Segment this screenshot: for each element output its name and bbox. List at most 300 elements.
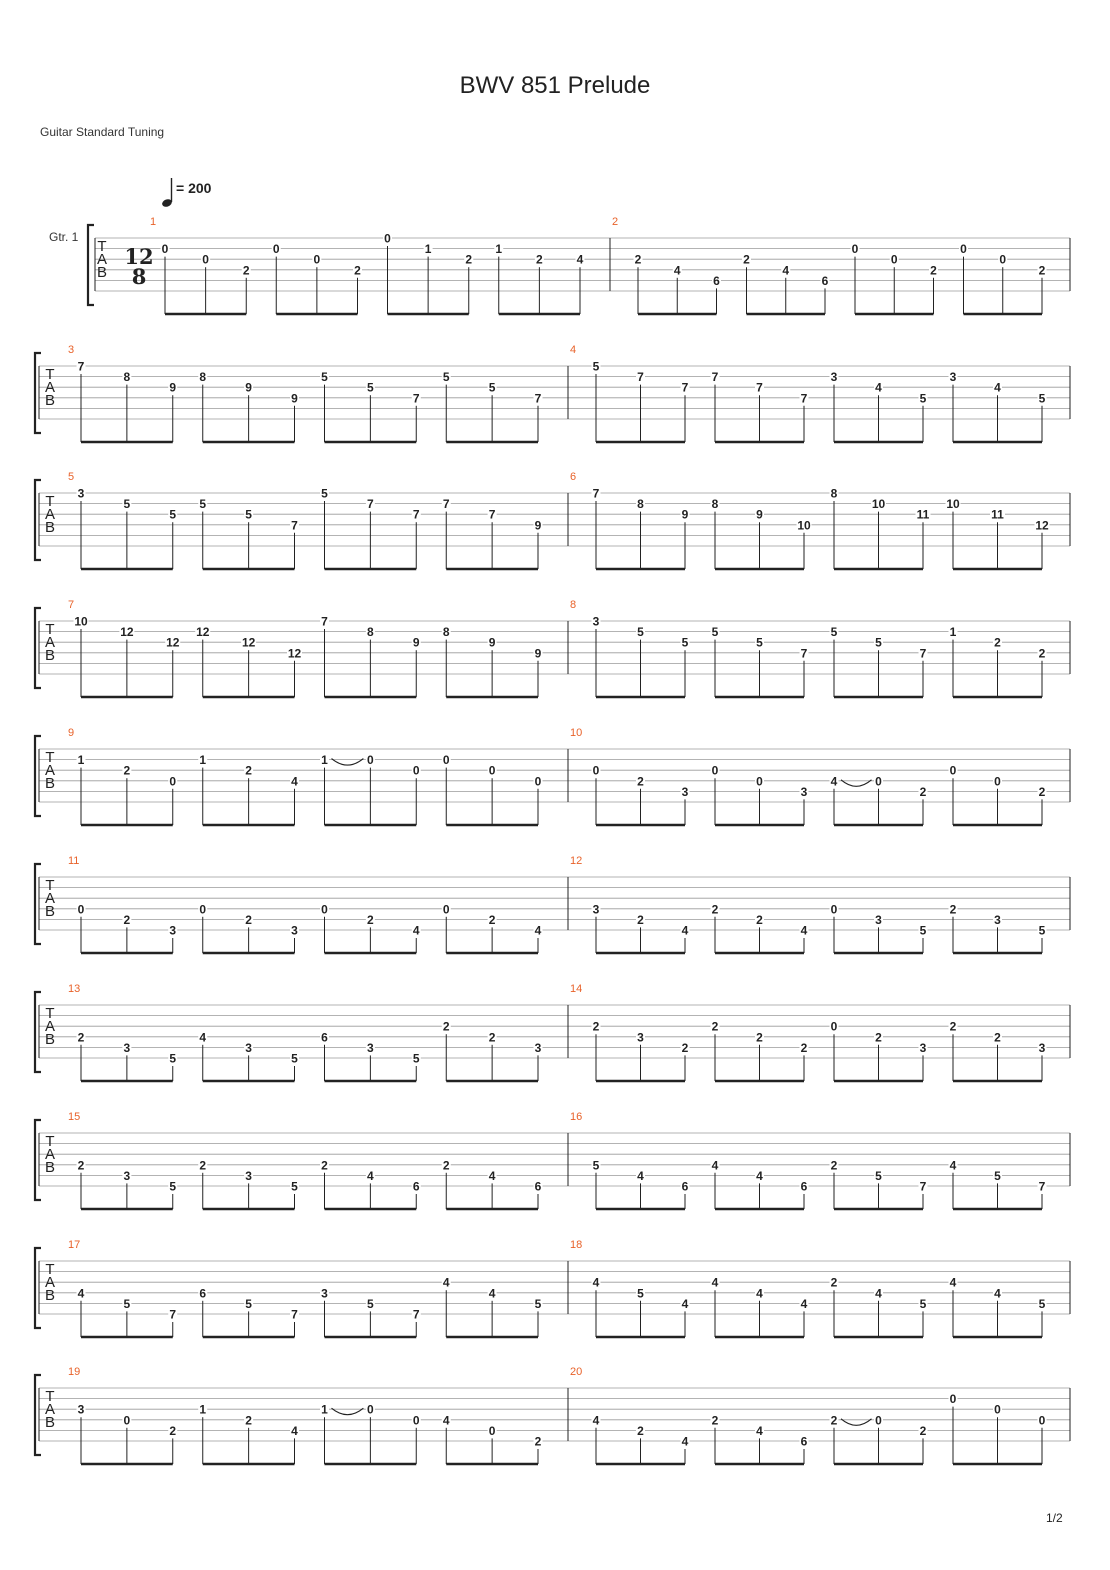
beam-group: [442, 370, 543, 442]
system: [35, 471, 1070, 569]
fret-number: 3: [245, 1040, 252, 1055]
measure-number: 3: [68, 344, 75, 356]
fret-number: 5: [123, 1296, 131, 1311]
fret-number: 11: [991, 507, 1004, 522]
beam-group: [442, 497, 543, 569]
beam-group: [830, 902, 928, 953]
measure-number: 14: [570, 983, 583, 995]
beam-group: [77, 1286, 178, 1337]
fret-number: 5: [637, 1286, 644, 1301]
beam-group: [442, 1413, 543, 1464]
beam-group: [592, 1413, 690, 1464]
beam-group: [198, 370, 299, 442]
fret-number: 12: [241, 635, 256, 650]
beam-group: [949, 370, 1047, 442]
fret-number: 11: [916, 507, 930, 522]
beam-group: [198, 1158, 299, 1209]
fret-number: 1: [321, 753, 328, 768]
fret-number: 2: [199, 1158, 207, 1173]
track-name: Gtr. 1: [49, 230, 79, 244]
beam-group: [949, 1276, 1047, 1337]
fret-number: 0: [161, 242, 169, 257]
fret-number: 4: [488, 1286, 496, 1301]
fret-number: 4: [592, 1413, 600, 1428]
measure-number: 18: [570, 1239, 583, 1251]
fret-number: 10: [871, 497, 886, 512]
beam-group: [77, 360, 178, 443]
fret-number: 4: [291, 774, 298, 789]
fret-number: 0: [830, 1019, 838, 1034]
fret-number: 0: [534, 774, 542, 789]
beam-group: [711, 497, 812, 569]
fret-number: 5: [442, 370, 450, 385]
staff-bracket: [35, 1120, 41, 1200]
fret-number: 7: [412, 507, 420, 522]
beam-group: [442, 625, 543, 697]
fret-number: 0: [999, 252, 1007, 267]
beam-group: [592, 1020, 690, 1081]
beam-group: [442, 1276, 543, 1337]
fret-number: 2: [242, 263, 250, 278]
fret-number: 5: [875, 1168, 882, 1183]
fret-number: 4: [681, 923, 689, 938]
fret-number: 4: [576, 252, 584, 267]
beam-group: [634, 253, 722, 314]
beam-group: [851, 242, 939, 314]
beam-group: [320, 753, 421, 825]
fret-number: 2: [354, 263, 361, 278]
measure-number: 15: [68, 1111, 81, 1123]
fret-number: 12: [120, 625, 134, 640]
beam-group: [74, 615, 181, 698]
fret-number: 4: [949, 1275, 957, 1290]
fret-number: 7: [637, 370, 644, 385]
tab-clef-letter-t: T: [45, 749, 55, 766]
fret-number: 5: [1038, 923, 1046, 938]
tuning-label: Guitar Standard Tuning: [40, 125, 165, 139]
fret-number: 7: [442, 497, 450, 512]
fret-number: 5: [488, 380, 496, 395]
beam-group: [830, 1413, 928, 1464]
measure: [68, 1366, 543, 1464]
beam-group: [949, 1158, 1047, 1209]
fret-number: 5: [412, 1051, 420, 1066]
beam-group: [592, 764, 690, 825]
beam-group: [959, 242, 1047, 314]
fret-number: 6: [321, 1030, 328, 1045]
fret-number: 0: [77, 902, 85, 917]
fret-number: 6: [534, 1179, 542, 1194]
fret-number: 0: [1038, 1413, 1046, 1428]
fret-number: 4: [756, 1423, 763, 1438]
measure: [570, 1239, 1047, 1337]
fret-number: 6: [681, 1179, 689, 1194]
beam-group: [195, 625, 302, 697]
tab-clef-letter-a: A: [44, 1274, 56, 1291]
beam-group: [320, 1403, 421, 1464]
fret-number: 7: [919, 646, 927, 661]
measure-number: 7: [68, 599, 75, 611]
fret-number: 2: [756, 1030, 763, 1045]
measure: [612, 216, 1047, 314]
fret-number: 8: [637, 497, 644, 512]
fret-number: 9: [756, 507, 763, 522]
tab-clef-letter-b: B: [44, 903, 56, 920]
fret-number: 2: [245, 763, 252, 778]
fret-number: 3: [637, 1030, 644, 1045]
measure: [570, 599, 1047, 697]
tab-clef-letter-a: A: [96, 251, 108, 268]
fret-number: 1: [199, 753, 207, 768]
fret-number: 3: [949, 370, 957, 385]
system: [35, 344, 1070, 442]
fret-number: 5: [123, 497, 131, 512]
tab-clef-letter-t: T: [45, 621, 55, 638]
beam-group: [949, 902, 1047, 953]
fret-number: 6: [800, 1434, 808, 1449]
beam-group: [711, 764, 809, 825]
fret-number: 5: [291, 1179, 298, 1194]
beam-group: [320, 1158, 421, 1209]
beam-group: [830, 487, 931, 570]
fret-number: 5: [169, 1179, 177, 1194]
fret-number: 6: [199, 1286, 207, 1301]
tab-clef-letter-a: A: [44, 506, 56, 523]
tab-clef-letter-t: T: [45, 1261, 55, 1278]
fret-number: 4: [800, 923, 808, 938]
measure: [570, 727, 1047, 825]
fret-number: 3: [123, 1168, 131, 1183]
fret-number: 4: [875, 1286, 882, 1301]
systems: [35, 216, 1070, 1464]
fret-number: 0: [384, 231, 391, 246]
fret-number: 1: [321, 1402, 328, 1417]
measure-number: 6: [570, 471, 577, 483]
fret-number: 5: [875, 635, 882, 650]
beam-group: [830, 625, 928, 697]
system: [35, 855, 1070, 953]
beam-group: [272, 242, 362, 314]
fret-number: 3: [994, 912, 1001, 927]
fret-number: 7: [800, 391, 808, 406]
measure: [570, 1366, 1047, 1464]
measure: [570, 344, 1047, 442]
fret-number: 2: [1038, 263, 1046, 278]
fret-number: 7: [412, 1307, 420, 1322]
fret-number: 8: [199, 370, 207, 385]
staff-bracket: [88, 225, 94, 305]
fret-number: 5: [994, 1168, 1001, 1183]
fret-number: 5: [245, 1296, 252, 1311]
fret-number: 0: [851, 242, 859, 257]
beam-group: [711, 1276, 809, 1337]
fret-number: 4: [711, 1275, 719, 1290]
fret-number: 5: [711, 625, 719, 640]
fret-number: 7: [291, 1307, 298, 1322]
fret-number: 9: [534, 518, 542, 533]
fret-number: 12: [1035, 518, 1049, 533]
fret-number: 2: [1038, 784, 1046, 799]
measure-number: 12: [570, 855, 583, 867]
fret-number: 2: [488, 1030, 496, 1045]
measure-number: 11: [68, 855, 80, 867]
fret-number: 7: [291, 518, 298, 533]
fret-number: 2: [634, 252, 642, 267]
fret-number: 3: [830, 370, 838, 385]
beam-group: [830, 1158, 928, 1209]
fret-number: 0: [272, 242, 280, 257]
fret-number: 2: [930, 263, 937, 278]
measure: [570, 1111, 1047, 1209]
fret-number: 5: [592, 359, 600, 374]
fret-number: 8: [830, 486, 838, 501]
fret-number: 4: [367, 1168, 374, 1183]
fret-number: 2: [830, 1158, 838, 1173]
fret-number: 2: [711, 1019, 719, 1034]
fret-number: 7: [1038, 1179, 1046, 1194]
beam-group: [830, 370, 928, 442]
fret-number: 0: [890, 252, 898, 267]
fret-number: 3: [800, 784, 808, 799]
fret-number: 4: [592, 1275, 600, 1290]
system: [35, 1239, 1070, 1337]
beam-group: [711, 1158, 809, 1209]
beam-group: [320, 370, 421, 442]
fret-number: 2: [919, 1423, 927, 1438]
fret-number: 4: [199, 1030, 207, 1045]
tab-clef-letter-b: B: [44, 1031, 56, 1048]
fret-number: 7: [681, 380, 689, 395]
tempo-marking: [161, 178, 212, 208]
beam-group: [320, 1286, 421, 1337]
beam-group: [198, 1030, 299, 1081]
fret-number: 4: [412, 923, 420, 938]
tab-clef-letter-b: B: [44, 647, 56, 664]
system: [35, 599, 1070, 697]
fret-number: 9: [412, 635, 420, 650]
fret-number: 0: [949, 763, 957, 778]
fret-number: 5: [830, 625, 838, 640]
time-signature-top: 12: [124, 244, 154, 269]
staff-bracket: [35, 1248, 41, 1328]
tab-clef-letter-t: T: [45, 877, 55, 894]
fret-number: 3: [123, 1040, 131, 1055]
fret-number: 5: [169, 507, 177, 522]
fret-number: 2: [949, 902, 957, 917]
system: [35, 727, 1070, 825]
fret-number: 10: [797, 518, 811, 533]
beam-group: [949, 1392, 1047, 1464]
fret-number: 7: [321, 614, 328, 629]
fret-number: 0: [488, 1423, 496, 1438]
fret-number: 3: [681, 784, 689, 799]
tab-clef-letter-t: T: [45, 1133, 55, 1150]
fret-number: 7: [919, 1179, 927, 1194]
fret-number: 2: [442, 1019, 450, 1034]
tab-clef-letter-a: A: [44, 1146, 56, 1163]
beam-group: [592, 487, 690, 570]
fret-number: 10: [74, 614, 88, 629]
fret-number: 0: [202, 252, 209, 267]
staff-bracket: [35, 480, 41, 560]
fret-number: 0: [592, 763, 600, 778]
beam-group: [711, 625, 809, 697]
fret-number: 5: [592, 1158, 600, 1173]
tab-clef-letter-b: B: [44, 519, 56, 536]
beam-group: [77, 1030, 178, 1081]
fret-number: 0: [169, 774, 177, 789]
fret-number: 9: [245, 380, 252, 395]
beam-group: [592, 902, 690, 953]
measure: [570, 471, 1050, 569]
fret-number: 2: [1038, 646, 1046, 661]
fret-number: 9: [169, 380, 177, 395]
beam-group: [320, 902, 421, 953]
fret-number: 4: [830, 774, 838, 789]
fret-number: 7: [592, 486, 600, 501]
fret-number: 4: [442, 1275, 450, 1290]
fret-number: 3: [592, 614, 600, 629]
fret-number: 5: [681, 635, 689, 650]
beam-group: [198, 497, 299, 569]
fret-number: 0: [412, 1413, 420, 1428]
fret-number: 0: [313, 252, 321, 267]
beam-group: [77, 902, 178, 953]
fret-number: 0: [960, 242, 967, 257]
fret-number: 5: [169, 1051, 177, 1066]
beam-group: [949, 764, 1047, 825]
fret-number: 4: [994, 1286, 1001, 1301]
fret-number: 3: [245, 1168, 252, 1183]
tab-clef-letter-a: A: [44, 379, 56, 396]
beam-group: [442, 753, 543, 825]
fret-number: 2: [77, 1158, 85, 1173]
fret-number: 1: [199, 1402, 207, 1417]
measure: [68, 344, 543, 442]
fret-number: 7: [169, 1307, 177, 1322]
fret-number: 5: [919, 1296, 927, 1311]
staff-bracket: [35, 992, 41, 1072]
fret-number: 0: [875, 1413, 882, 1428]
fret-number: 9: [291, 391, 298, 406]
measure-number: 9: [68, 727, 75, 739]
fret-number: 8: [123, 370, 131, 385]
fret-number: 3: [321, 1286, 328, 1301]
fret-number: 6: [412, 1179, 420, 1194]
fret-number: 3: [534, 1040, 542, 1055]
fret-number: 0: [875, 774, 882, 789]
fret-number: 10: [946, 497, 960, 512]
fret-number: 2: [830, 1275, 838, 1290]
fret-number: 3: [169, 923, 177, 938]
measure: [150, 216, 585, 314]
fret-number: 12: [196, 625, 210, 640]
beam-group: [442, 1158, 543, 1209]
fret-number: 4: [711, 1158, 719, 1173]
beam-group: [494, 242, 584, 314]
fret-number: 2: [711, 1413, 719, 1428]
measure-number: 8: [570, 599, 577, 611]
fret-number: 2: [367, 912, 374, 927]
fret-number: 2: [488, 912, 496, 927]
fret-number: 7: [756, 380, 763, 395]
fret-number: 3: [77, 486, 85, 501]
fret-number: 4: [77, 1286, 85, 1301]
fret-number: 2: [77, 1030, 85, 1045]
tab-clef-letter-b: B: [44, 1287, 56, 1304]
measure: [68, 983, 543, 1081]
tab-clef-letter-a: A: [44, 1018, 56, 1035]
tab-clef-letter-a: A: [44, 634, 56, 651]
measure-number: 20: [570, 1366, 583, 1378]
measure: [68, 1111, 543, 1209]
fret-number: 5: [534, 1296, 542, 1311]
fret-number: 6: [821, 273, 829, 288]
fret-number: 5: [199, 497, 207, 512]
measure: [68, 471, 543, 569]
fret-number: 0: [412, 763, 420, 778]
fret-number: 1: [949, 625, 957, 640]
measure-number: 16: [570, 1111, 583, 1123]
fret-number: 4: [681, 1434, 689, 1449]
fret-number: 7: [534, 391, 542, 406]
fret-number: 6: [800, 1179, 808, 1194]
staff-bracket: [35, 736, 41, 816]
measure: [570, 983, 1047, 1081]
measure-number: 13: [68, 983, 81, 995]
fret-number: 9: [534, 646, 542, 661]
fret-number: 3: [919, 1040, 927, 1055]
page-title: BWV 851 Prelude: [459, 72, 651, 99]
fret-number: 1: [495, 242, 503, 257]
beam-group: [161, 242, 251, 314]
fret-number: 3: [291, 923, 298, 938]
fret-number: 1: [424, 242, 432, 257]
measure: [68, 727, 543, 825]
fret-number: 0: [442, 902, 450, 917]
measure-number: 19: [68, 1366, 81, 1378]
beam-group: [442, 1020, 543, 1081]
fret-number: 0: [123, 1413, 131, 1428]
beam-group: [198, 1286, 299, 1337]
fret-number: 2: [321, 1158, 328, 1173]
beam-group: [830, 1020, 928, 1081]
fret-number: 4: [800, 1296, 808, 1311]
fret-number: 5: [1038, 391, 1046, 406]
tab-clef-letter-a: A: [44, 890, 56, 907]
fret-number: 0: [367, 1402, 374, 1417]
tab-clef-letter-t: T: [97, 238, 107, 255]
measure: [68, 599, 543, 697]
beam-group: [742, 253, 830, 314]
beam-group: [592, 615, 690, 698]
measure: [570, 855, 1047, 953]
fret-number: 0: [830, 902, 838, 917]
fret-number: 12: [166, 635, 180, 650]
fret-number: 0: [442, 753, 450, 768]
fret-number: 5: [245, 507, 252, 522]
fret-number: 2: [245, 912, 252, 927]
fret-number: 0: [994, 774, 1001, 789]
fret-number: 5: [919, 923, 927, 938]
measure-number: 10: [570, 727, 583, 739]
system: [35, 1366, 1070, 1464]
staff-bracket: [35, 864, 41, 944]
system: [49, 216, 1070, 314]
fret-number: 2: [637, 912, 644, 927]
beam-group: [592, 1276, 690, 1337]
fret-number: 2: [994, 1030, 1001, 1045]
